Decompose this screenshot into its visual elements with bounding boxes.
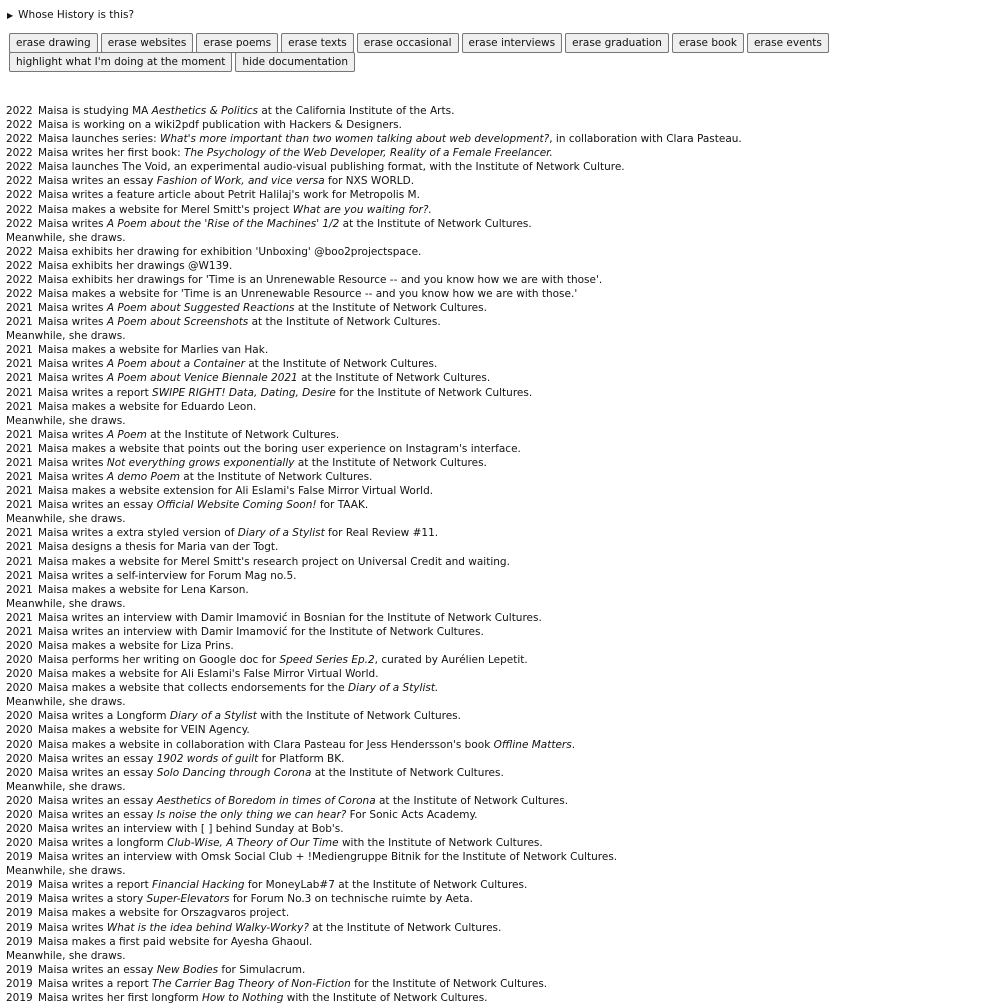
history-entry	[6, 822, 990, 836]
entry-title: A Poem	[106, 428, 147, 441]
history-entry	[6, 526, 990, 540]
history-entry	[6, 723, 990, 737]
entry-text: Maisa writes an essay	[38, 794, 157, 807]
history-entry	[6, 766, 990, 780]
entry-year: 2022	[6, 133, 33, 146]
entry-text: Maisa writes	[38, 358, 107, 371]
history-entry	[6, 540, 990, 554]
entry-text: Maisa writes	[38, 302, 107, 315]
history-entry	[6, 287, 990, 301]
entry-text: Maisa writes	[38, 921, 107, 934]
entry-text: at the Institute of Network Cultures.	[297, 372, 491, 385]
erase-graduation-button[interactable]: erase graduation	[565, 33, 669, 53]
entry-title: Solo Dancing through Corona	[156, 766, 312, 779]
history-summary-label: Whose History is this?	[18, 9, 135, 21]
history-entry	[6, 174, 990, 188]
entry-text: Maisa writes a report	[38, 879, 153, 892]
entry-text: Maisa makes a website for Ali Eslami's False Mirror Virtual World.	[38, 668, 379, 681]
entry-text: for TAAK.	[316, 499, 369, 512]
entry-year: 2021	[6, 583, 33, 596]
history-entry	[6, 653, 990, 667]
filter-button-bar	[9, 33, 959, 71]
entry-year: 2020	[6, 654, 33, 667]
entry-year: 2021	[6, 611, 33, 624]
entry-text: Maisa writes a story	[38, 893, 147, 906]
entry-title: Diary of a Stylist	[169, 710, 257, 723]
entry-text: at the Institute of Network Cultures.	[294, 302, 487, 315]
entry-text: at the Institute of Network Cultures.	[339, 217, 532, 230]
entry-title: Club-Wise, A Theory of Our Time	[167, 837, 339, 850]
history-entry	[6, 301, 990, 315]
history-entry	[6, 343, 990, 357]
entry-text: Maisa writes an essay	[38, 766, 157, 779]
meanwhile-note: Meanwhile, she draws.	[6, 865, 126, 878]
entry-text: with the Institute of Network Cultures.	[283, 991, 488, 1004]
entry-text: for the Institute of Network Cultures.	[335, 386, 533, 399]
history-entry	[6, 217, 990, 231]
entry-year: 2022	[6, 245, 33, 258]
entry-text: for Real Review #11.	[324, 527, 439, 540]
entry-text: Maisa exhibits her drawings for 'Time is an Unrenewable Resource -- and you know how we are with those'.	[38, 273, 603, 286]
entry-title: Fashion of Work, and vice versa	[156, 175, 325, 188]
history-entry	[6, 315, 990, 329]
history-entry	[6, 555, 990, 569]
highlight-what-i-m-doing-at-the-moment-button[interactable]: highlight what I'm doing at the moment	[9, 52, 232, 72]
erase-drawing-button[interactable]: erase drawing	[9, 33, 98, 53]
entry-year: 2020	[6, 822, 33, 835]
entry-text: Maisa writes	[38, 217, 107, 230]
entry-title: Aesthetics of Boredom in times of Corona	[156, 794, 376, 807]
entry-text: Maisa writes	[38, 428, 107, 441]
entry-text: Maisa writes a extra styled version of	[38, 527, 238, 540]
history-entry	[6, 583, 990, 597]
history-entry	[6, 386, 990, 400]
entry-text: Maisa makes a website for Merel Smitt's research project on Universal Credit and waiting.	[38, 555, 510, 568]
erase-poems-button[interactable]: erase poems	[196, 33, 278, 53]
entry-year: 2021	[6, 541, 33, 554]
entry-text: .	[571, 738, 576, 751]
entry-text: Maisa writes a feature article about Petrit Halilaj's work for Metropolis M.	[38, 189, 420, 202]
entry-year: 2021	[6, 372, 33, 385]
entry-year: 2019	[6, 851, 33, 864]
entry-year: 2021	[6, 527, 33, 540]
entry-year: 2021	[6, 428, 33, 441]
history-entry	[6, 935, 990, 949]
entry-year: 2022	[6, 119, 33, 132]
entry-text: Maisa writes a report	[38, 977, 153, 990]
entry-title: Official Website Coming Soon!	[156, 499, 317, 512]
entry-text: Maisa makes a website for Liza Prins.	[38, 639, 234, 652]
entry-year: 2021	[6, 442, 33, 455]
entry-year: 2021	[6, 471, 33, 484]
entry-text: Maisa makes a website for Marlies van Hak.	[38, 344, 269, 357]
entry-title: Speed Series Ep.2	[279, 654, 375, 667]
entry-year: 2021	[6, 400, 33, 413]
erase-book-button[interactable]: erase book	[672, 33, 744, 53]
entry-year: 2021	[6, 456, 33, 469]
entry-year: 2019	[6, 935, 33, 948]
entry-year: 2021	[6, 358, 33, 371]
entry-title: New Bodies	[156, 963, 219, 976]
entry-year: 2020	[6, 639, 33, 652]
history-entry	[6, 400, 990, 414]
entry-title: A Poem about Suggested Reactions	[106, 302, 295, 315]
entry-year: 2020	[6, 837, 33, 850]
history-entry	[6, 709, 990, 723]
entry-text: for MoneyLab#7 at the Institute of Network Cultures.	[244, 879, 528, 892]
entry-text: at the Institute of Network Cultures.	[179, 471, 373, 484]
entry-text: Maisa writes an essay	[38, 175, 157, 188]
entry-text: Maisa writes an essay	[38, 808, 157, 821]
history-entry	[6, 794, 990, 808]
entry-text: Maisa makes a website for VEIN Agency.	[38, 724, 250, 737]
entry-text: at the Institute of Network Cultures.	[294, 456, 487, 469]
history-entry	[6, 963, 990, 977]
entry-year: 2022	[6, 189, 33, 202]
erase-texts-button[interactable]: erase texts	[281, 33, 354, 53]
entry-year: 2022	[6, 147, 33, 160]
history-entry	[6, 681, 990, 695]
erase-events-button[interactable]: erase events	[747, 33, 829, 53]
history-entry	[6, 892, 990, 906]
entry-year: 2020	[6, 752, 33, 765]
entry-year: 2021	[6, 302, 33, 315]
history-entry	[6, 906, 990, 920]
history-entry	[6, 273, 990, 287]
entry-text: Maisa designs a thesis for Maria van der Togt.	[38, 541, 279, 554]
entry-year: 2021	[6, 344, 33, 357]
entry-title: A Poem about Venice Biennale 2021	[106, 372, 298, 385]
entry-text: Maisa writes	[38, 471, 107, 484]
entry-title: 1902 words of guilt	[156, 752, 259, 765]
entry-text: Maisa makes a website for Orszagvaros project.	[38, 907, 290, 920]
entry-year: 2019	[6, 893, 33, 906]
entry-title: A Poem about Screenshots	[106, 316, 249, 329]
entry-text: Maisa writes	[38, 316, 107, 329]
history-entry	[6, 245, 990, 259]
entry-text: for Platform BK.	[258, 752, 345, 765]
history-entry	[6, 442, 990, 456]
erase-websites-button[interactable]: erase websites	[101, 33, 194, 53]
history-entry	[6, 203, 990, 217]
history-entry	[6, 569, 990, 583]
entry-text: Maisa writes a report	[38, 386, 153, 399]
entry-text: at the Institute of Network Cultures.	[244, 358, 438, 371]
history-entry	[6, 850, 990, 864]
entry-year: 2021	[6, 499, 33, 512]
entry-text: for the Institute of Network Cultures.	[350, 977, 548, 990]
history-entry	[6, 132, 990, 146]
history-entry	[6, 738, 990, 752]
entry-text: Maisa writes a self-interview for Forum Mag no.5.	[38, 569, 297, 582]
entry-title: Super-Elevators	[146, 893, 230, 906]
entry-title: Financial Hacking	[152, 879, 245, 892]
entry-year: 2019	[6, 907, 33, 920]
history-entry	[6, 470, 990, 484]
entry-text: Maisa is working on a wiki2pdf publication with Hackers & Designers.	[38, 119, 402, 132]
entry-text: Maisa writes an interview with Damir Imamović in Bosnian for the Institute of Network Cultures.	[38, 611, 542, 624]
entry-title: The Carrier Bag Theory of Non-Fiction	[152, 977, 351, 990]
entry-text: at the Institute of Network Cultures.	[311, 766, 504, 779]
entry-year: 2020	[6, 738, 33, 751]
history-entry	[6, 357, 990, 371]
entry-text: Maisa writes	[38, 456, 107, 469]
entry-text: Maisa writes her first book:	[38, 147, 184, 160]
entry-year: 2021	[6, 316, 33, 329]
entry-text: for Forum No.3 on technische ruimte by Aeta.	[229, 893, 473, 906]
entry-text: , curated by Aurélien Lepetit.	[374, 654, 528, 667]
meanwhile-note: Meanwhile, she draws.	[6, 414, 126, 427]
erase-interviews-button[interactable]: erase interviews	[462, 33, 563, 53]
entry-text: with the Institute of Network Cultures.	[256, 710, 461, 723]
entry-year: 2022	[6, 161, 33, 174]
entry-year: 2019	[6, 991, 33, 1004]
history-entry	[6, 752, 990, 766]
history-entry	[6, 428, 990, 442]
entry-text: Maisa makes a website extension for Ali Eslami's False Mirror Virtual World.	[38, 485, 434, 498]
entry-text: Maisa writes a longform	[38, 837, 168, 850]
entry-year: 2021	[6, 555, 33, 568]
meanwhile-note: Meanwhile, she draws.	[6, 780, 126, 793]
history-entry	[6, 921, 990, 935]
history-entry	[6, 259, 990, 273]
entry-year: 2021	[6, 625, 33, 638]
history-entry	[6, 991, 990, 1005]
entry-year: 2022	[6, 259, 33, 272]
entry-text: Maisa makes a website in collaboration with Clara Pasteau for Jess Hendersson's book	[38, 738, 494, 751]
entry-text: Maisa writes a Longform	[38, 710, 170, 723]
entry-year: 2019	[6, 977, 33, 990]
history-entry	[6, 498, 990, 512]
entry-year: 2020	[6, 808, 33, 821]
history-entry	[6, 836, 990, 850]
hide-documentation-button[interactable]: hide documentation	[235, 52, 355, 72]
history-entry	[6, 146, 990, 160]
entry-text: Maisa performs her writing on Google doc for	[38, 654, 280, 667]
history-entry	[6, 625, 990, 639]
history-entry	[6, 104, 990, 118]
entry-year: 2020	[6, 794, 33, 807]
entry-text: Maisa exhibits her drawings @W139.	[38, 259, 233, 272]
entry-text: , in collaboration with Clara Pasteau.	[549, 133, 742, 146]
entry-title: What is the idea behind Walky-Worky?	[106, 921, 309, 934]
entry-title: A demo Poem	[106, 471, 180, 484]
entry-text: Maisa makes a website for Lena Karson.	[38, 583, 249, 596]
entry-year: 2020	[6, 710, 33, 723]
entry-title: A Poem about a Container	[106, 358, 245, 371]
history-entry	[6, 878, 990, 892]
entry-text: Maisa writes an interview with Omsk Social Club + !Mediengruppe Bitnik for the Institute of Network Cultures.	[38, 851, 618, 864]
history-entry	[6, 484, 990, 498]
entry-text: Maisa writes	[38, 372, 107, 385]
entry-title: Offline Matters	[493, 738, 572, 751]
entry-year: 2019	[6, 921, 33, 934]
meanwhile-note: Meanwhile, she draws.	[6, 330, 126, 343]
history-entry	[6, 977, 990, 991]
meanwhile-note: Meanwhile, she draws.	[6, 949, 126, 962]
entry-text: at the Institute of Network Cultures.	[375, 794, 569, 807]
history-entry	[6, 667, 990, 681]
entry-text: Maisa makes a website for 'Time is an Unrenewable Resource -- and you know how we are with those.'	[38, 288, 578, 301]
history-entry	[6, 188, 990, 202]
history-entry	[6, 611, 990, 625]
entry-text: Maisa makes a website for Merel Smitt's project	[38, 203, 293, 216]
entry-year: 2020	[6, 682, 33, 695]
entry-text: Maisa makes a first paid website for Ayesha Ghaoul.	[38, 935, 313, 948]
entry-text: Maisa launches The Void, an experimental audio-visual publishing format, with the Institute of Network Culture.	[38, 161, 625, 174]
history-entry	[6, 371, 990, 385]
entry-year: 2022	[6, 273, 33, 286]
entry-year: 2022	[6, 203, 33, 216]
history-entry	[6, 160, 990, 174]
entry-year: 2021	[6, 485, 33, 498]
entry-text: Maisa writes an interview with [ ] behind Sunday at Bob's.	[38, 822, 344, 835]
entry-title: A Poem about the 'Rise of the Machines' 1/2	[106, 217, 340, 230]
history-entry-list	[6, 104, 990, 1005]
entry-title: What are you waiting for?.	[292, 203, 432, 216]
entry-text: at the California Institute of the Arts.	[258, 105, 455, 117]
entry-text: Maisa makes a website for Eduardo Leon.	[38, 400, 257, 413]
history-entry	[6, 639, 990, 653]
history-entry	[6, 118, 990, 132]
erase-occasional-button[interactable]: erase occasional	[357, 33, 459, 53]
entry-text: Maisa exhibits her drawing for exhibition 'Unboxing' @boo2projectspace.	[38, 245, 422, 258]
entry-text: Maisa makes a website that points out the boring user experience on Instagram's interface.	[38, 442, 521, 455]
history-entry	[6, 456, 990, 470]
entry-year: 2020	[6, 766, 33, 779]
entry-text: at the Institute of Network Cultures.	[248, 316, 441, 329]
meanwhile-note: Meanwhile, she draws.	[6, 696, 126, 709]
entry-text: Maisa launches series:	[38, 133, 160, 146]
entry-title: Diary of a Stylist	[237, 527, 325, 540]
history-summary-toggle[interactable]	[7, 9, 134, 21]
meanwhile-note: Meanwhile, she draws.	[6, 513, 126, 526]
entry-text: Maisa makes a website that collects endorsements for the	[38, 682, 348, 695]
entry-year: 2022	[6, 288, 33, 301]
entry-year: 2022	[6, 105, 33, 117]
entry-year: 2022	[6, 175, 33, 188]
entry-year: 2020	[6, 724, 33, 737]
entry-year: 2020	[6, 668, 33, 681]
entry-text: Maisa writes an essay	[38, 963, 157, 976]
entry-text: For Sonic Acts Academy.	[346, 808, 478, 821]
history-entry	[6, 808, 990, 822]
entry-year: 2022	[6, 217, 33, 230]
entry-text: Maisa writes an interview with Damir Imamović for the Institute of Network Cultures.	[38, 625, 484, 638]
entry-title: Not everything grows exponentially	[106, 456, 295, 469]
entry-title: The Psychology of the Web Developer, Reality of a Female Freelancer.	[183, 147, 553, 160]
entry-text: for NXS WORLD.	[324, 175, 415, 188]
entry-text: Maisa writes an essay	[38, 499, 157, 512]
entry-text: with the Institute of Network Cultures.	[338, 837, 543, 850]
entry-title: Aesthetics & Politics	[151, 105, 259, 117]
entry-text: at the Institute of Network Cultures.	[146, 428, 340, 441]
entry-title: Is noise the only thing we can hear?	[156, 808, 347, 821]
meanwhile-note: Meanwhile, she draws.	[6, 231, 126, 244]
entry-title: SWIPE RIGHT! Data, Dating, Desire	[152, 386, 336, 399]
entry-year: 2019	[6, 879, 33, 892]
entry-year: 2021	[6, 569, 33, 582]
entry-title: How to Nothing	[201, 991, 284, 1004]
entry-text: Maisa writes her first longform	[38, 991, 202, 1004]
entry-text: Maisa is studying MA	[38, 105, 152, 117]
entry-text: at the Institute of Network Cultures.	[308, 921, 502, 934]
entry-title: What's more important than two women talking about web development?	[159, 133, 550, 146]
entry-text: for Simulacrum.	[218, 963, 306, 976]
meanwhile-note: Meanwhile, she draws.	[6, 597, 126, 610]
entry-year: 2021	[6, 386, 33, 399]
disclosure-triangle-icon: ▶	[7, 10, 14, 20]
entry-title: Diary of a Stylist.	[348, 682, 439, 695]
entry-text: Maisa writes an essay	[38, 752, 157, 765]
entry-year: 2019	[6, 963, 33, 976]
